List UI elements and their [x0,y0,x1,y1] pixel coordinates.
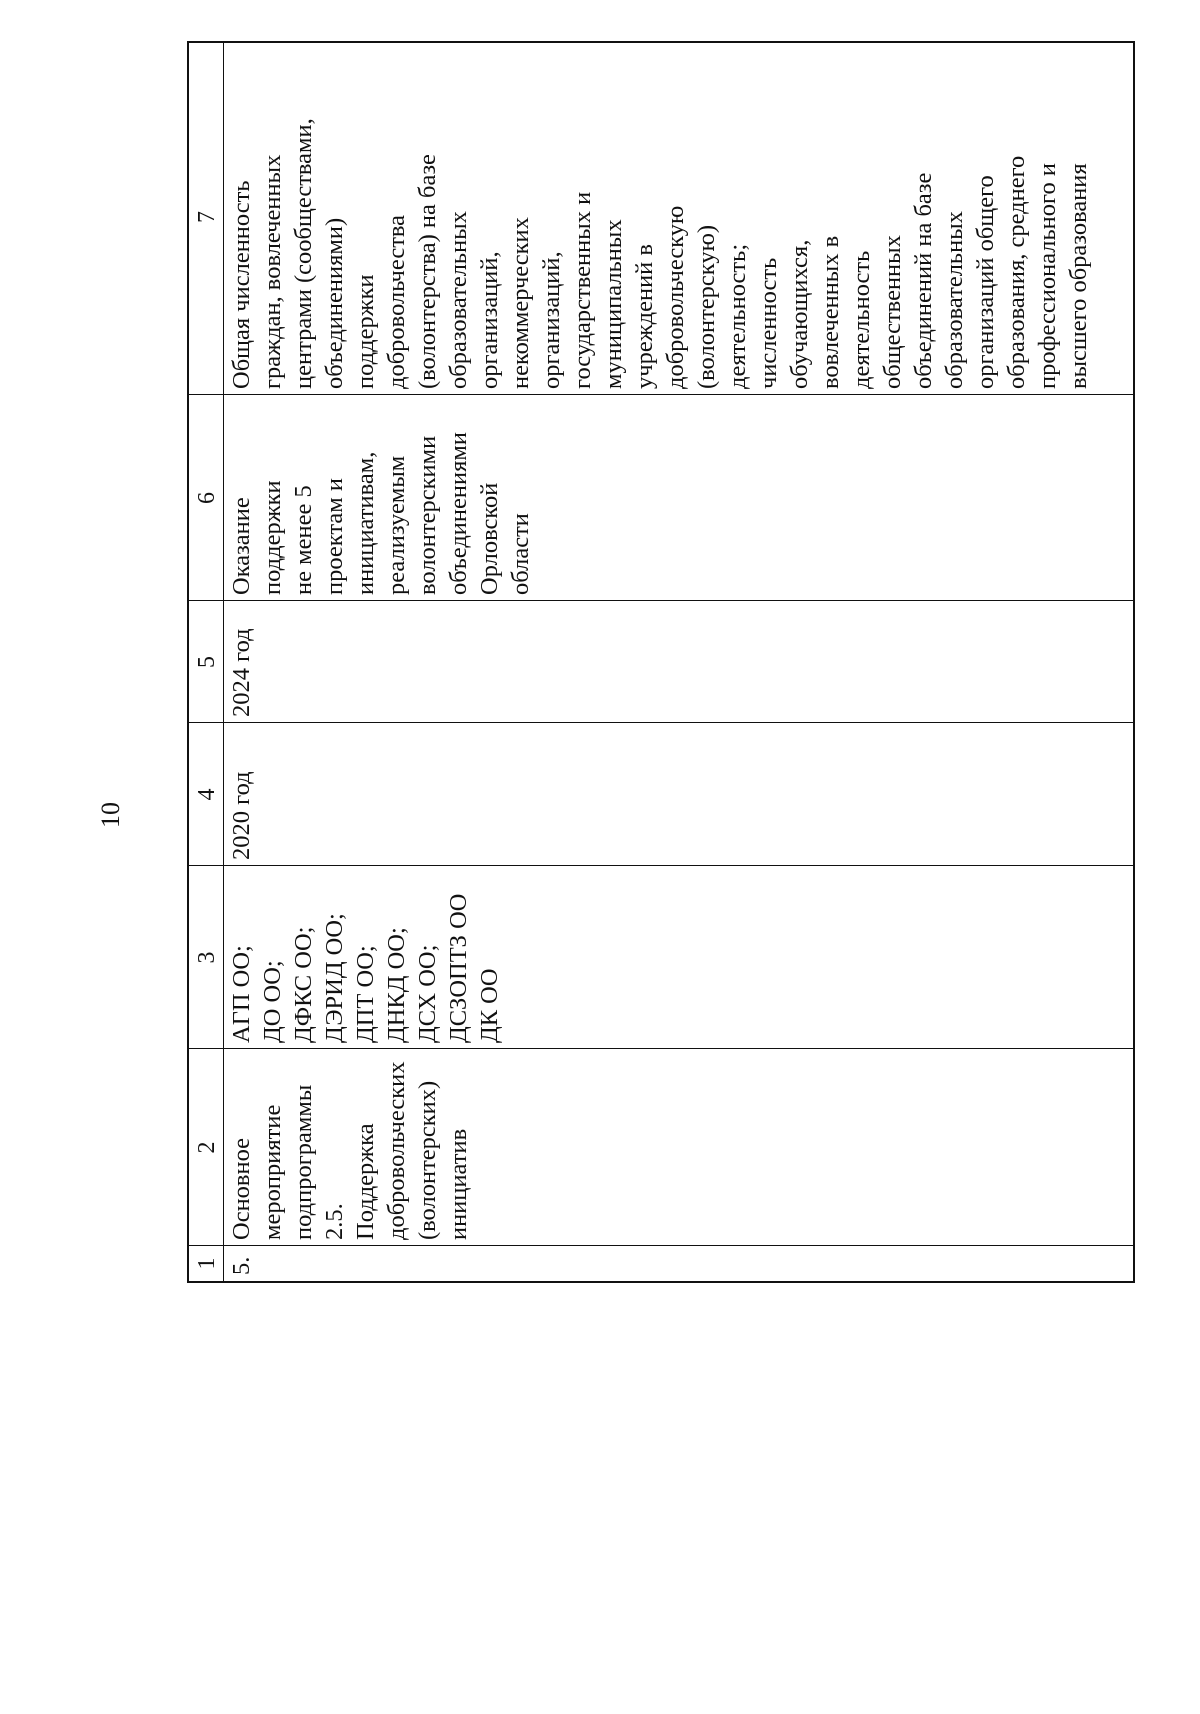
cell-end-year: 2024 год [228,628,255,717]
program-table [187,41,1135,1283]
header-col-3: 3 [194,951,220,964]
header-col-4: 4 [194,788,220,801]
cell-executors: АГП ОО; ДО ОО; ДФКС ОО; ДЭРИД ОО; ДПТ ОО; ДНКД ОО; ДСХ ОО; ДСЗОПТЗ ОО ДК ОО [228,893,503,1043]
header-col-1: 1 [194,1257,220,1270]
header-col-2: 2 [194,1141,220,1154]
cell-row-number: 5. [228,1256,255,1275]
cell-indicators: Общая численность граждан, вовлеченных центрами (сообществами, объединениями) поддержки добровольчества (волонтерства) на базе образовательных организаций, некоммерческих организаций, государственных и муниципальных учреждений в добровольческую (волонтерскую) деятельность; численность обучающихся, вовлеченных в деятельность общественных объединений на базе образовательных организаций общего образования, среднего профессионального и высшего образования [228,118,1092,389]
header-col-5: 5 [194,656,220,668]
cell-start-year: 2020 год [228,771,255,860]
page-number: 10 [96,802,125,828]
cell-event-name: Основное мероприятие подпрограммы 2.5. Поддержка добровольческих (волонтерских) инициатив [228,1061,472,1240]
header-col-7: 7 [194,211,220,223]
header-col-6: 6 [194,492,220,504]
column-divider [189,722,1133,723]
cell-expected-result: Оказание поддержки не менее 5 проектам и инициативам, реализуемым волонтерскими объединениями Орловской области [228,432,534,595]
rotated-table-frame [187,41,1135,1283]
